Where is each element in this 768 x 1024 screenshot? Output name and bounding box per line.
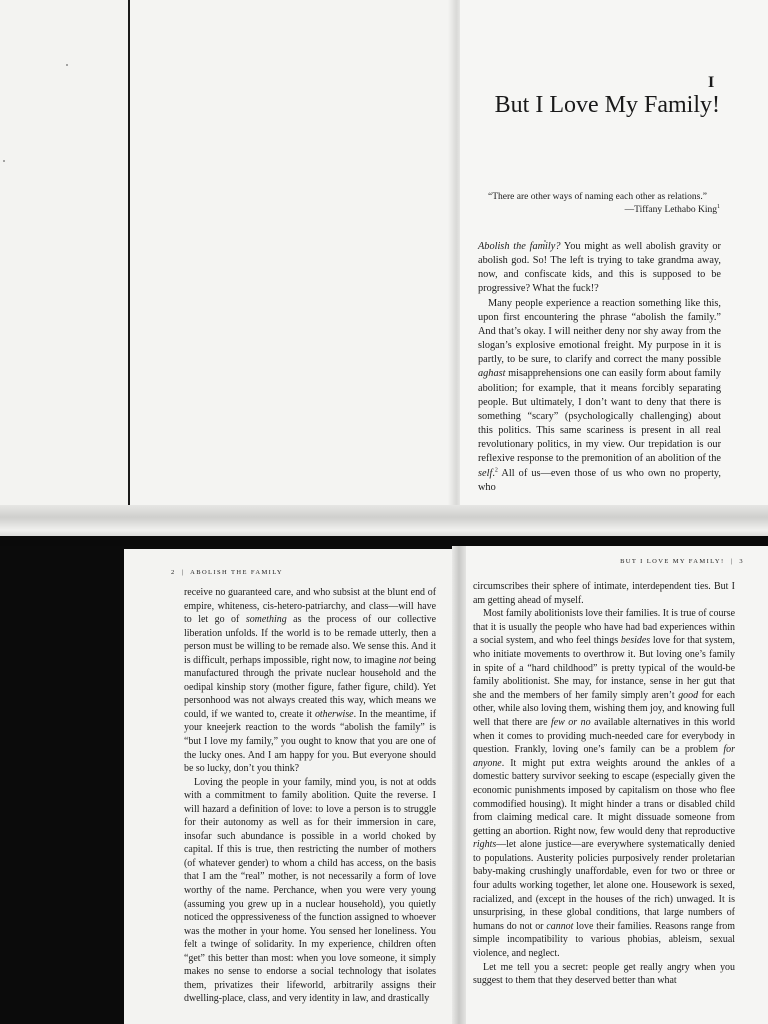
text-run: as the process of our collective liberation unfolds. If the world is to be remade utterly, then a person must be willing to be remade also. We sense this. And it is difficult, perhaps impossible, right now, to imagine: [184, 614, 436, 666]
scan-divider: [0, 536, 768, 546]
footnote-marker: 2: [494, 467, 498, 474]
page1-body-text: [478, 240, 721, 493]
epigraph-attribution: [488, 204, 720, 217]
text-run: receive no guaranteed care, and who subsist at the blunt end of empire, whiteness, cis-hetero-patriarchy, and class—will have to let go of: [184, 587, 436, 626]
text-run: love for that system, who initiate movements to overthrow it. But loving one’s family in spite of a “hard childhood” is pretty typical of the would-be family abolitionist. She may, for instance, sense in her gut that she and the members of her family simply aren’t: [473, 635, 735, 701]
text-run: . It might put extra weights around the ankles of a domestic battery survivor seeking to escape (especially given the economic punishments imposed by capitalism on those who flee commodified housing). It might hinder a trans or disabled child from claiming medical care. It might dissuade someone from getting an abortion. Right now, few would deny that reproductive: [473, 757, 735, 837]
paragraph: Many people experience a reaction something like this, upon first encountering the phrase “abolish the family.” And that’s okay. I will neither deny nor shy away from the slogan’s explosive emotional freight. My purpose in it is partly, to be sure, to clarify and correct the many possible aghast misapprehensions one can easily form about family abolition; for example, that it means forcibly separating people. But ultimately, I don’t want to deny that there is something “scary” (psychologically challenging) about this politics. This same scariness is present in all real revolutionary politics, in my view. Our trepidation is our reflexive response to the premonition of an abolition of the self.$^2$ All of us—even those of us who own no property, who: [478, 297, 721, 493]
italic-text: otherwise: [314, 708, 354, 720]
text-run: All of us—even those of us who own no property, who: [478, 467, 721, 493]
italic-text: few or no: [551, 716, 591, 728]
text-run: Many people experience a reaction something like this, upon first encountering the phrase “abolish the family.” And that’s okay. I will neither deny nor shy away from the slogan’s explosive emotional freight. My purpose in it is partly, to be sure, to clarify and correct the many possible: [478, 297, 721, 366]
paragraph: Let me tell you a secret: people get really angry when you suggest to them that they deserved better than what: [473, 961, 735, 987]
text-run: . In the meantime, if your kneejerk reaction to the words “abolish the family” is “but I love my family,” you ought to know that you are one of the lucky ones. And I am happy for you. But everyone should be so lucky, don’t you think?: [184, 708, 437, 775]
text-run: available alternatives in this world when it comes to providing much-needed care for everybody in question. Frankly, loving one’s family can be a problem: [473, 716, 736, 756]
epigraph: [488, 191, 720, 217]
chapter-running-title: BUT I LOVE MY FAMILY!: [620, 558, 725, 565]
italic-text: cannot: [546, 920, 574, 932]
italic-text: not: [398, 654, 412, 666]
epigraph-author: —Tiffany Lethabo King: [624, 205, 717, 215]
page2-body-text: [184, 586, 436, 1022]
running-head-right: BUT I LOVE MY FAMILY! | 3: [620, 558, 744, 565]
text-run: for each other, while also loving them, wishing them joy, and knowing full well that there are: [473, 689, 735, 728]
paragraph: [473, 607, 735, 960]
text-run: misapprehensions one can easily form about family abolition; for example, that it means forcibly separating people. But ultimately, I don’t want to deny that there is something “scary” (psychologically challenging) about this politics. This same scariness is present in all real revolutionary politics, in my view. Our trepidation is our reflexive response to the premonition of an abolition of the: [478, 368, 721, 465]
page-number: 3: [739, 558, 744, 565]
text-run: love their families. Reasons range from simple incompatibility to various phobias, ableism, sexual violence, and neglect.: [473, 920, 736, 960]
italic-text: good: [678, 689, 699, 701]
italic-text: for anyone: [473, 744, 735, 769]
book-title: ABOLISH THE FAMILY: [190, 569, 284, 576]
book-spine: [452, 546, 466, 1024]
chapter-number: I: [708, 74, 716, 91]
page3-body-text: [473, 580, 735, 1020]
italic-text: something: [245, 614, 287, 626]
italic-text: self: [478, 467, 493, 479]
running-head-left: 2 | ABOLISH THE FAMILY: [171, 569, 284, 576]
italic-text: rights: [473, 839, 497, 851]
italic-text: aghast: [478, 368, 506, 380]
page-edge-strip: [0, 505, 768, 536]
paragraph: [184, 586, 436, 776]
page-number: 2: [171, 569, 176, 576]
italic-text: besides: [620, 635, 651, 647]
text-run: —let alone justice—are everywhere systematically denied to populations. Austerity policies purposively render proletarian baby-making crushingly unaffordable, even for two or three or four adults working together, let alone one. Housework is sexed, racialized, and (except in the houses of the rich) unwaged. It is unsurprising, in these global conditions, that large numbers of humans do not or: [473, 839, 735, 932]
footnote-marker: 1: [717, 203, 720, 210]
scan-speck: [3, 160, 5, 162]
italic-text: Abolish the family?: [478, 241, 561, 252]
paragraph: circumscribes their sphere of intimate, interdependent ties. But I am getting ahead of myself.: [473, 581, 735, 606]
chapter-title: But I Love My Family!: [494, 92, 720, 118]
paragraph: [478, 240, 721, 297]
scan-margin: [0, 0, 128, 510]
text-run: Most family abolitionists love their families. It is true of course that it is usually the people who have had bad experiences within a social system, and who feel things: [473, 608, 735, 647]
epigraph-quote: “There are other ways of naming each other as relations.”: [488, 192, 707, 202]
scan-speck: [66, 64, 68, 66]
text-run: being manufactured through the private nuclear household and the oedipal kinship story (mother figure, father figure, child). Yet personhood was not always created this way, which means we could, if we wanted to, create it: [184, 654, 436, 720]
text-run: You might as well abolish gravity or abolish god. So! The left is trying to take grandma away, now, and confiscate kids, and this is supposed to be progressive? What the fuck!?: [478, 241, 721, 295]
blank-left-page: [128, 0, 454, 510]
paragraph: Loving the people in your family, mind you, is not at odds with a commitment to family abolition. Quite the reverse. I will hazard a definition of love: to love a person is to struggle for their autonomy as well as for their immersion in care, insofar such abundance is possible in a world choked by capital. If this is true, then restricting the number of mothers (of whatever gender) to whom a child has access, on the basis that I am the “real” mother, is not necessarily a form of love worthy of the name. Perchance, when you were very young (assuming you grew up in a nuclear household), you quietly noticed the oppressiveness of the function assigned to whoever was the mother in your home. You sensed her loneliness. You felt a twinge of solidarity. In my experience, children often “get” this better than most: when you love someone, it simply makes no sense to endorse a social technology that isolates them, privatizes their lifeworld, arbitrarily assigns their dwelling-place, class, and very identity in law, and drastically: [184, 776, 436, 1005]
